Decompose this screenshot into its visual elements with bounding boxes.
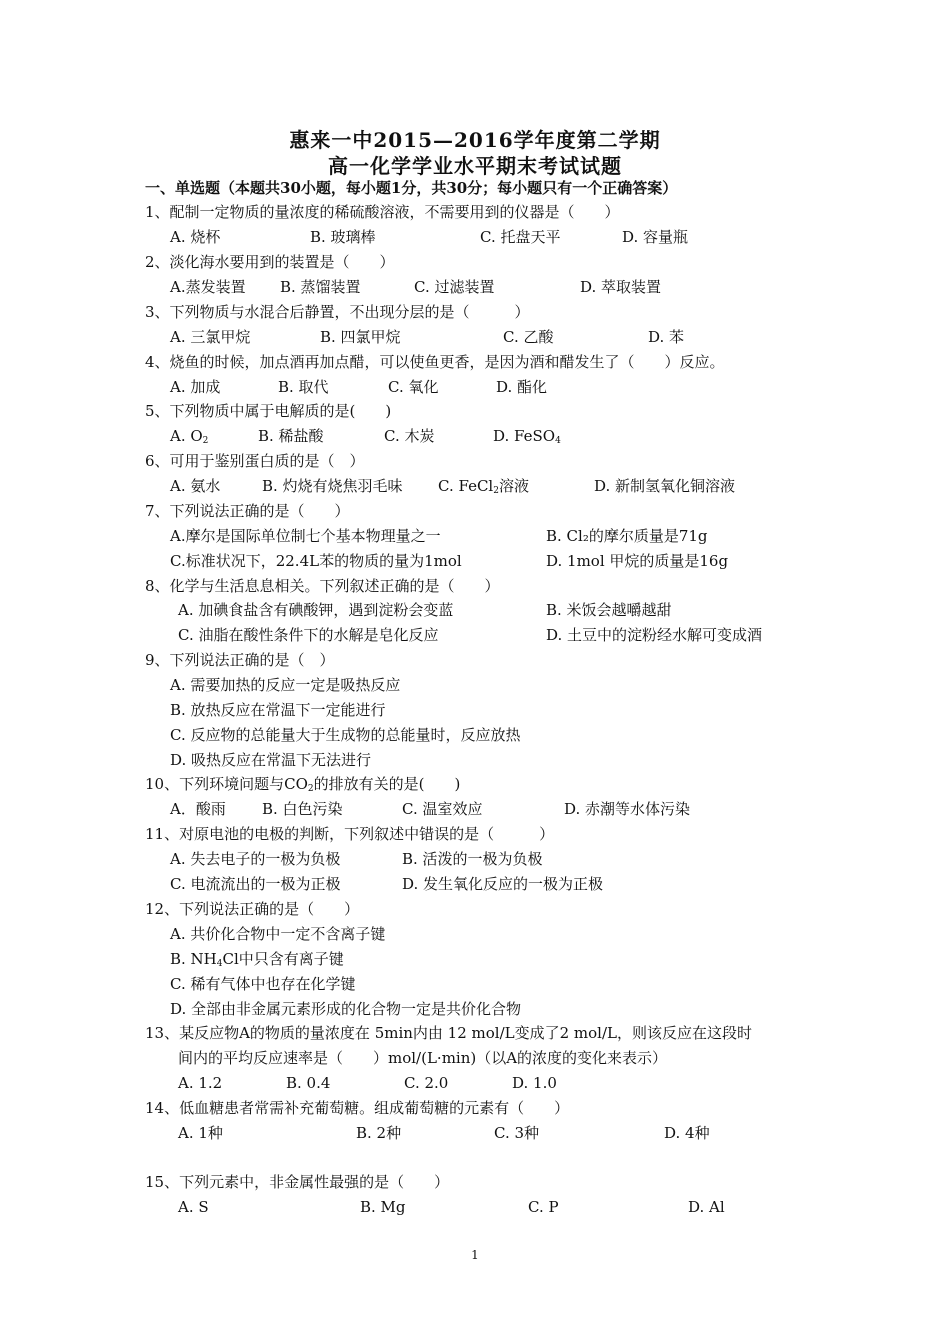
subscript: 4	[555, 436, 561, 446]
subscript: 4	[216, 959, 223, 969]
option-b: B. Mg	[360, 1198, 406, 1216]
option-a	[170, 426, 208, 451]
question-stem-cont: 间内的平均反应速率是（ ）mol/(L·min)（以A的浓度的变化来表示）	[178, 1049, 668, 1067]
option-d: D. 容量瓶	[622, 228, 689, 246]
option-a-text: A. O	[170, 427, 203, 445]
option-c: C. 托盘天平	[480, 228, 561, 246]
option-a: A. 三氯甲烷	[170, 328, 251, 346]
question-stem: 12、下列说法正确的是（ ）	[145, 900, 360, 918]
stem-post: 的排放有关的是( )	[313, 775, 461, 793]
option-b: B. 米饭会越嚼越甜	[546, 601, 672, 619]
option-d: D. 发生氧化反应的一极为正极	[402, 875, 604, 893]
option-c-text: C. FeCl	[438, 477, 494, 495]
option-d-text: D. FeSO	[493, 427, 556, 445]
option-d: D. 赤潮等水体污染	[564, 800, 691, 818]
option-c	[438, 476, 529, 501]
option-d: D. 土豆中的淀粉经水解可变成酒	[546, 626, 763, 644]
question-stem: 7、下列说法正确的是（ ）	[145, 502, 350, 520]
question-stem: 2、淡化海水要用到的装置是（ ）	[145, 253, 395, 271]
option-c-tail: 溶液	[498, 477, 529, 495]
option-d: D. 1.0	[512, 1074, 557, 1092]
question-stem: 11、对原电池的电极的判断，下列叙述中错误的是（ ）	[145, 825, 555, 843]
question-stem: 3、下列物质与水混合后静置，不出现分层的是（ ）	[145, 303, 530, 321]
option-b: B. 玻璃棒	[310, 228, 376, 246]
option-d: D. 1mol 甲烷的质量是16g	[546, 552, 729, 570]
option-a: A. 加碘食盐含有碘酸钾，遇到淀粉会变蓝	[178, 601, 454, 619]
question-stem: 1、配制一定物质的量浓度的稀硫酸溶液，不需要用到的仪器是（ ）	[145, 203, 620, 221]
option-c: C. 油脂在酸性条件下的水解是皂化反应	[178, 626, 439, 644]
option-a: A. 氨水	[170, 477, 221, 495]
exam-title-line2: 高一化学学业水平期末考试试题	[328, 154, 622, 178]
option-a: A. S	[178, 1198, 209, 1216]
option-c: C. 电流流出的一极为正极	[170, 875, 341, 893]
exam-title-line1: 惠来一中2015—2016学年度第二学期	[289, 128, 661, 152]
option-c: C. 温室效应	[402, 800, 483, 818]
option-a: A. 需要加热的反应一定是吸热反应	[170, 676, 401, 694]
question-stem: 4、烧鱼的时候，加点酒再加点醋，可以使鱼更香，是因为酒和醋发生了（ ）反应。	[145, 353, 725, 371]
question-stem: 14、低血糖患者常需补充葡萄糖。组成葡萄糖的元素有（ ）	[145, 1099, 570, 1117]
option-c: C. 3种	[494, 1124, 540, 1142]
option-b-tail: Cl中只含有离子键	[222, 950, 344, 968]
option-c: C. 稀有气体中也存在化学键	[170, 975, 356, 993]
option-a: A.摩尔是国际单位制七个基本物理量之一	[170, 527, 441, 545]
option-c: C.标准状况下，22.4L苯的物质的量为1mol	[170, 552, 462, 570]
option-b	[170, 949, 344, 974]
option-d	[493, 426, 561, 451]
option-a: A. 失去电子的一极为负极	[170, 850, 341, 868]
option-c: C. 乙酸	[503, 328, 554, 346]
option-c: C. 过滤装置	[414, 278, 495, 296]
option-a: A. 烧杯	[170, 228, 221, 246]
subscript: 2	[493, 486, 499, 496]
option-b: B. 放热反应在常温下一定能进行	[170, 701, 386, 719]
option-b: B. 活泼的一极为负极	[402, 850, 543, 868]
option-c: C. 反应物的总能量大于生成物的总能量时，反应放热	[170, 726, 521, 744]
question-stem: 9、下列说法正确的是（ ）	[145, 651, 335, 669]
option-a: A．酸雨	[170, 800, 226, 818]
question-stem: 15、下列元素中，非金属性最强的是（ ）	[145, 1173, 450, 1191]
option-c: C. 2.0	[404, 1074, 449, 1092]
section-heading: 一、单选题（本题共30小题，每小题1分，共30分；每小题只有一个正确答案）	[145, 179, 678, 197]
stem-pre: 10、下列环境问题与CO	[145, 775, 308, 793]
option-b: B. 四氯甲烷	[320, 328, 401, 346]
option-b: B. 2种	[356, 1124, 402, 1142]
option-d: D. 全部由非金属元素形成的化合物一定是共价化合物	[170, 1000, 522, 1018]
option-d: D. 4种	[664, 1124, 710, 1142]
option-a: A.蒸发装置	[170, 278, 246, 296]
option-d: D. 萃取装置	[580, 278, 662, 296]
option-a: A. 1种	[178, 1124, 223, 1142]
option-a: A. 共价化合物中一定不含离子键	[170, 925, 386, 943]
question-stem: 13、某反应物A的物质的量浓度在 5min内由 12 mol/L变成了2 mol/L，则该反应在这段时	[145, 1024, 752, 1042]
option-b: B. 稀盐酸	[258, 427, 324, 445]
option-c: C. P	[528, 1198, 559, 1216]
question-stem: 8、化学与生活息息相关。下列叙述正确的是（ ）	[145, 577, 500, 595]
option-b: B. 灼烧有烧焦羽毛味	[262, 477, 403, 495]
option-d: D. 苯	[648, 328, 685, 346]
option-d: D. 酯化	[496, 378, 548, 396]
option-a: A. 加成	[170, 378, 221, 396]
option-d: D. 新制氢氧化铜溶液	[594, 477, 736, 495]
option-b: B. 蒸馏装置	[280, 278, 361, 296]
option-d: D. Al	[688, 1198, 725, 1216]
option-b-text: B. NH	[170, 950, 217, 968]
option-c: C. 木炭	[384, 427, 435, 445]
option-a: A. 1.2	[178, 1074, 223, 1092]
option-b: B. 白色污染	[262, 800, 343, 818]
option-c: C. 氧化	[388, 378, 439, 396]
page-number: 1	[471, 1248, 479, 1262]
question-stem: 5、下列物质中属于电解质的是( )	[145, 402, 392, 420]
question-stem: 6、可用于鉴别蛋白质的是（ ）	[145, 452, 365, 470]
subscript: 2	[202, 436, 209, 446]
option-b: B. 取代	[278, 378, 329, 396]
option-d: D. 吸热反应在常温下无法进行	[170, 751, 372, 769]
subscript: 2	[307, 784, 314, 794]
question-stem	[145, 774, 460, 799]
option-b: B. 0.4	[286, 1074, 331, 1092]
option-b: B. Cl₂的摩尔质量是71g	[546, 527, 708, 545]
